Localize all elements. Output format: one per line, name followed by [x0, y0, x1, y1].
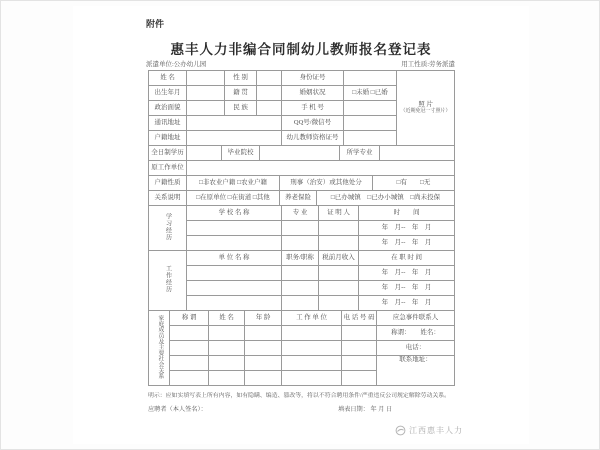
member-field [209, 341, 245, 356]
birth-label: 出生年月 [149, 86, 187, 101]
tenure-field: 年 月-- 年 月 [359, 296, 455, 311]
table-row [149, 236, 455, 251]
member-employer-header: 工 作 单 位 [282, 311, 342, 326]
table-row [149, 311, 455, 326]
witness-field [319, 221, 359, 236]
member-field [282, 356, 342, 371]
relation-title-header: 称 谓 [170, 311, 209, 326]
position-field [282, 266, 319, 281]
graduate-school-label: 毕业院校 [222, 146, 260, 161]
address-field [187, 116, 282, 131]
member-field [209, 371, 245, 386]
salary-header: 税前月收入 [319, 251, 359, 266]
id-number-label: 身份证号 [282, 71, 344, 86]
work-history-section [148, 250, 455, 311]
company-watermark [395, 425, 463, 436]
member-field [170, 371, 209, 386]
position-field [282, 296, 319, 311]
time-header: 时 间 [359, 206, 455, 221]
school-name-field [187, 221, 282, 236]
school-name-header: 学 校 名 称 [187, 206, 282, 221]
employer-name-field [187, 296, 282, 311]
photo-box [397, 71, 455, 146]
table-row [149, 206, 455, 221]
table-row [149, 356, 455, 371]
name-label: 姓 名 [149, 71, 187, 86]
former-employer-field [187, 161, 455, 176]
tenure-field: 年 月-- 年 月 [359, 266, 455, 281]
politics-label: 政治面貌 [149, 101, 187, 116]
member-phone-header: 电 话 号 码 [342, 311, 377, 326]
emergency-contact-header: 应急事件联系人 [377, 311, 455, 326]
employer-name-field [187, 281, 282, 296]
table-row [149, 326, 455, 341]
member-field [282, 371, 342, 386]
native-place-label: 籍 贯 [225, 86, 257, 101]
graduate-school-field [260, 146, 340, 161]
work-history-label: 工作经历 [149, 251, 187, 311]
qq-wechat-field [344, 116, 397, 131]
relation-checkboxes: □在原单位 □在街道 □其他 [187, 191, 280, 206]
declaration-note: 明示：应如实填写表上所有内容，如有隐瞒、编造、篡改等，将以不符合聘用条件/严重违反公司规定解除劳动关系。 [148, 393, 451, 399]
native-place-field [257, 86, 282, 101]
form-title: 惠丰人力非编合同制幼儿教师报名登记表 [170, 42, 432, 57]
document-page [73, 6, 529, 444]
fulltime-education-label: 全日制学历 [149, 146, 187, 161]
company-logo-text: 江西惠丰人力 [409, 426, 463, 435]
hukou-checkboxes: □非农业户籍 □农业户籍 [187, 176, 280, 191]
employer-name-field [187, 266, 282, 281]
member-field [170, 326, 209, 341]
table-row [149, 251, 455, 266]
education-history-section [148, 205, 455, 251]
table-row [149, 266, 455, 281]
member-field [342, 326, 377, 341]
gender-field [257, 71, 282, 86]
witness-field [319, 236, 359, 251]
birth-field [187, 86, 225, 101]
hukou-criminal-section [148, 175, 455, 191]
table-row [149, 296, 455, 311]
tenure-field: 年 月-- 年 月 [359, 281, 455, 296]
position-field [282, 281, 319, 296]
major-field [380, 146, 455, 161]
relation-pension-section [148, 190, 455, 206]
table-row [149, 146, 455, 161]
fill-date-label: 填表日期： 年 月 日 [338, 406, 393, 413]
company-logo-icon [395, 425, 406, 436]
address-label: 通讯地址 [149, 116, 187, 131]
major-field [282, 236, 319, 251]
member-field [342, 356, 377, 371]
table-row [149, 71, 455, 86]
relation-label: 关系说明 [149, 191, 187, 206]
witness-header: 证 明 人 [319, 206, 359, 221]
member-field [209, 356, 245, 371]
member-name-header: 姓 名 [209, 311, 245, 326]
former-employer-section [148, 160, 455, 176]
photo-note: （近期免冠一寸照片） [400, 108, 451, 114]
salary-field [319, 296, 359, 311]
table-row [149, 221, 455, 236]
time-field: 年 月-- 年 月 [359, 236, 455, 251]
gender-label: 性 别 [225, 71, 257, 86]
table-row [149, 161, 455, 176]
tenure-header: 在 职 时 间 [359, 251, 455, 266]
employment-type-label: 用工性质:劳务派遣 [401, 61, 455, 68]
teacher-cert-field [344, 131, 397, 146]
dispatch-unit-label: 派遣单位:公办幼儿园 [146, 61, 207, 68]
ethnic-label: 民 族 [225, 101, 257, 116]
teacher-cert-label: 幼儿教师资格证号 [282, 131, 344, 146]
major-label: 所学专业 [340, 146, 380, 161]
id-number-field [344, 71, 397, 86]
marital-label: 婚姻状况 [282, 86, 344, 101]
mobile-field [344, 101, 397, 116]
salary-field [319, 266, 359, 281]
marital-checkboxes: □未婚 □已婚 [344, 86, 397, 101]
table-row [149, 191, 455, 206]
member-field [282, 326, 342, 341]
family-section-label: 家庭成员及主要社会关系 [149, 311, 170, 386]
subheader-line [146, 59, 455, 68]
basic-info-section [148, 70, 455, 146]
politics-field [187, 101, 225, 116]
salary-field [319, 281, 359, 296]
pension-checkboxes: □已办城镇 □已办小城镇 □尚未投保 [317, 191, 455, 206]
table-row [149, 341, 455, 356]
member-field [209, 326, 245, 341]
registration-table [148, 70, 454, 386]
former-employer-label: 原工作单位 [149, 161, 187, 176]
registered-address-label: 户籍地址 [149, 131, 187, 146]
member-field [245, 341, 282, 356]
education-line-section [148, 145, 455, 161]
emergency-relation-name: 称谓： 姓名： [377, 326, 455, 341]
ethnic-field [257, 101, 282, 116]
member-field [245, 356, 282, 371]
major-header: 专 业 [282, 206, 319, 221]
pension-label: 养老保险 [280, 191, 317, 206]
family-section [148, 310, 455, 386]
mobile-label: 手 机 号 [282, 101, 344, 116]
school-name-field [187, 236, 282, 251]
attachment-label: 附件 [146, 19, 165, 29]
time-field: 年 月-- 年 月 [359, 221, 455, 236]
applicant-signature-label: 应聘者（本人签名）： [148, 406, 207, 413]
emergency-phone: 电话： [377, 341, 455, 356]
emergency-address: 联系地址： [377, 356, 455, 386]
name-field [187, 71, 225, 86]
table-row [149, 176, 455, 191]
table-row [149, 281, 455, 296]
employer-name-header: 单 位 名 称 [187, 251, 282, 266]
member-field [245, 371, 282, 386]
member-age-header: 年 龄 [245, 311, 282, 326]
member-field [170, 341, 209, 356]
hukou-type-label: 户籍性质 [149, 176, 187, 191]
member-field [342, 371, 377, 386]
member-field [342, 341, 377, 356]
position-header: 职务/职称 [282, 251, 319, 266]
fill-date-value: 年 月 日 [370, 406, 393, 413]
fulltime-education-field [187, 146, 222, 161]
photo-label: 照 片 [418, 101, 433, 109]
member-field [170, 356, 209, 371]
major-field [282, 221, 319, 236]
qq-wechat-label: QQ号/微信号 [282, 116, 344, 131]
signature-line [148, 404, 454, 416]
registered-address-field [187, 131, 282, 146]
member-field [282, 341, 342, 356]
criminal-checkboxes: □有 □无 [373, 176, 455, 191]
criminal-label: 刑事（治安）或其他处分 [280, 176, 373, 191]
education-history-label: 学习经历 [149, 206, 187, 251]
member-field [245, 326, 282, 341]
